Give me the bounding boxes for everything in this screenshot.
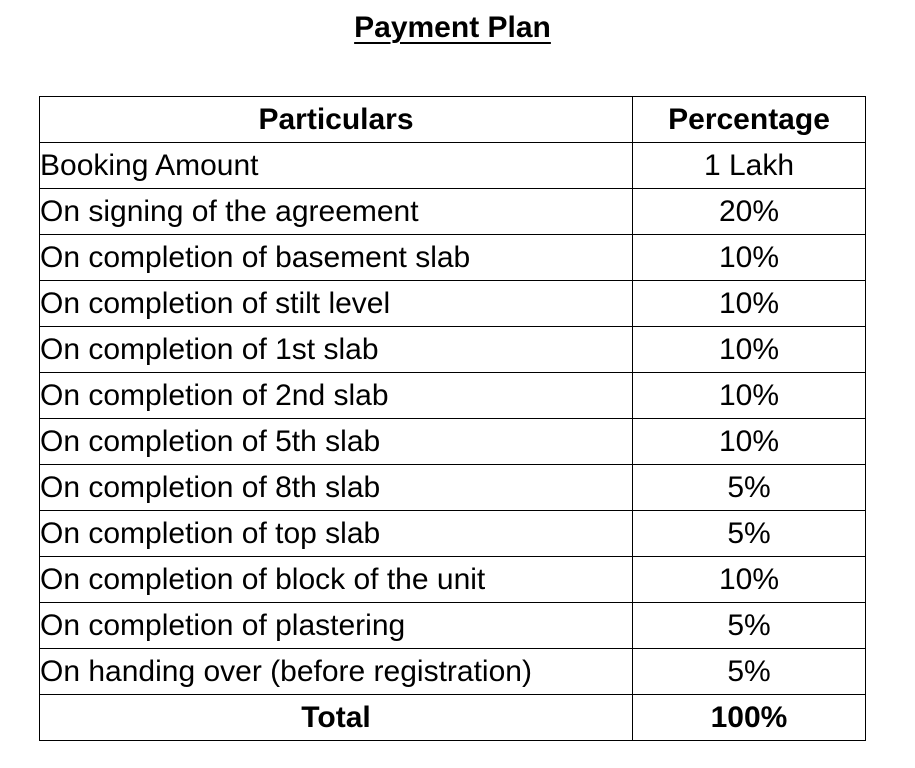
table-row <box>40 143 866 189</box>
payment-plan-table <box>39 96 866 741</box>
table-row <box>40 281 866 327</box>
percentage-cell: 10% <box>633 557 866 603</box>
table-row <box>40 465 866 511</box>
percentage-cell: 1 Lakh <box>633 143 866 189</box>
percentage-cell: 5% <box>633 603 866 649</box>
percentage-cell: 10% <box>633 327 866 373</box>
percentage-cell: 5% <box>633 465 866 511</box>
particular-cell: On completion of basement slab <box>40 235 633 281</box>
total-row <box>40 695 866 741</box>
particular-cell: On completion of stilt level <box>40 281 633 327</box>
particular-cell: On signing of the agreement <box>40 189 633 235</box>
percentage-cell: 5% <box>633 511 866 557</box>
particular-cell: On completion of 1st slab <box>40 327 633 373</box>
particular-cell: Booking Amount <box>40 143 633 189</box>
percentage-cell: 10% <box>633 419 866 465</box>
percentage-cell: 10% <box>633 235 866 281</box>
percentage-cell: 20% <box>633 189 866 235</box>
particular-cell: On completion of plastering <box>40 603 633 649</box>
table-row <box>40 373 866 419</box>
particular-cell: On handing over (before registration) <box>40 649 633 695</box>
total-percentage: 100% <box>633 695 866 741</box>
particular-cell: On completion of 8th slab <box>40 465 633 511</box>
table-row <box>40 419 866 465</box>
column-header-percentage: Percentage <box>633 97 866 143</box>
particular-cell: On completion of top slab <box>40 511 633 557</box>
percentage-cell: 10% <box>633 373 866 419</box>
table-row <box>40 235 866 281</box>
table-row <box>40 189 866 235</box>
column-header-particulars: Particulars <box>40 97 633 143</box>
table-header-row <box>40 97 866 143</box>
table-row <box>40 327 866 373</box>
table-row <box>40 511 866 557</box>
table-row <box>40 649 866 695</box>
particular-cell: On completion of block of the unit <box>40 557 633 603</box>
particular-cell: On completion of 2nd slab <box>40 373 633 419</box>
table-row <box>40 557 866 603</box>
table-row <box>40 603 866 649</box>
percentage-cell: 10% <box>633 281 866 327</box>
total-label: Total <box>40 695 633 741</box>
page-title: Payment Plan <box>354 11 551 44</box>
particular-cell: On completion of 5th slab <box>40 419 633 465</box>
percentage-cell: 5% <box>633 649 866 695</box>
